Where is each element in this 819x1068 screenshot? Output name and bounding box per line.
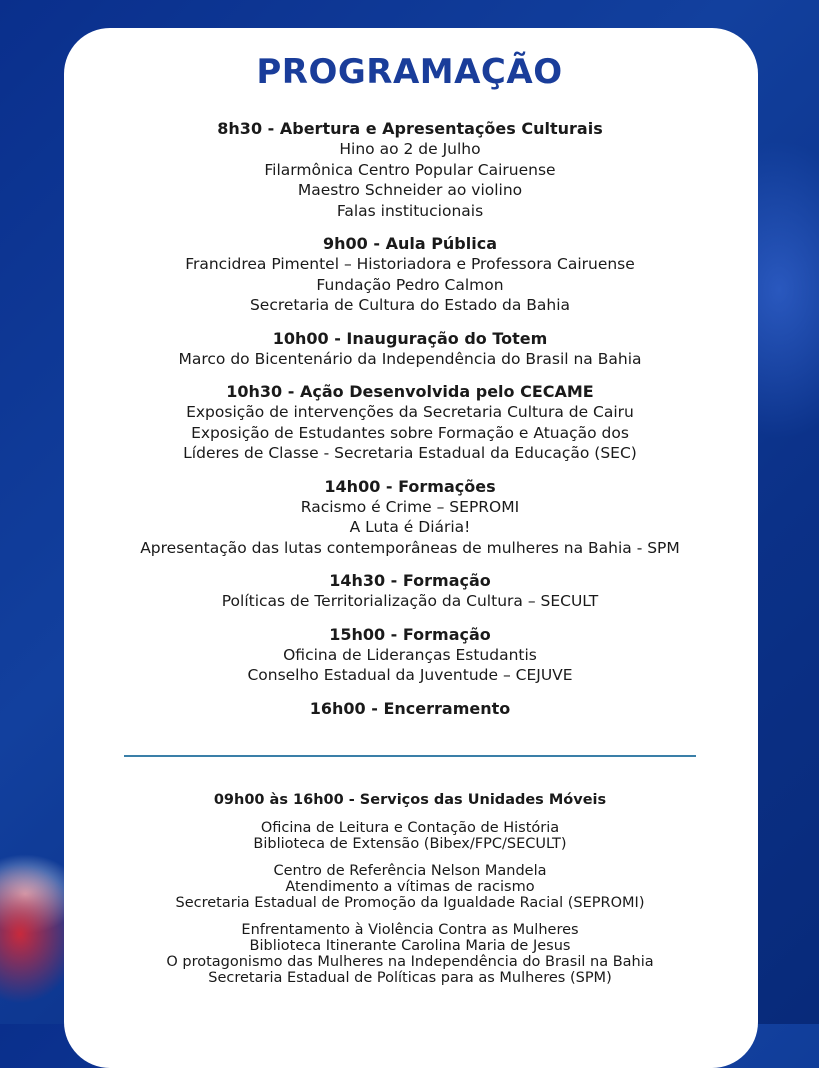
- schedule-separator: -: [367, 234, 386, 253]
- page-title: PROGRAMAÇÃO: [256, 52, 563, 92]
- service-line: Secretaria Estadual de Promoção da Igualdade Racial (SEPROMI): [175, 895, 645, 911]
- schedule-separator: -: [385, 624, 403, 644]
- schedule-item-heading: [80, 698, 740, 719]
- services-heading: 09h00 às 16h00 - Serviços das Unidades Móveis: [213, 792, 607, 808]
- schedule-item: [80, 570, 740, 612]
- schedule-detail-line: Oficina de Lideranças Estudantis: [283, 645, 537, 664]
- service-line: Enfrentamento à Violência Contra as Mulheres: [241, 922, 579, 938]
- service-group: [80, 922, 740, 986]
- services-section: [80, 790, 740, 997]
- schedule-time: 16h00: [309, 698, 366, 718]
- schedule-separator: -: [380, 476, 399, 496]
- schedule-item: [80, 328, 740, 370]
- service-line: Centro de Referência Nelson Mandela: [273, 863, 547, 879]
- schedule-item-heading: [80, 570, 740, 591]
- schedule-label: Ação Desenvolvida pelo CECAME: [299, 382, 594, 401]
- schedule-item-heading: [80, 328, 740, 349]
- service-line: Oficina de Leitura e Contação de História: [260, 820, 560, 836]
- schedule-item-heading: [80, 381, 740, 402]
- schedule-separator: -: [262, 119, 280, 138]
- schedule-detail-line: A Luta é Diária!: [349, 518, 471, 536]
- schedule-detail-line: Filarmônica Centro Popular Cairuense: [264, 160, 556, 179]
- service-group: [80, 820, 740, 852]
- schedule-detail-line: Racismo é Crime – SEPROMI: [300, 497, 520, 516]
- schedule-detail-line: Líderes de Classe - Secretaria Estadual da Educação (SEC): [183, 444, 637, 462]
- schedule-detail-line: Políticas de Territorialização da Cultura – SECULT: [221, 592, 599, 610]
- section-divider: [124, 755, 696, 757]
- schedule-separator: -: [328, 328, 347, 348]
- schedule-time: 14h30: [329, 571, 386, 590]
- schedule-item: [80, 381, 740, 464]
- schedule-detail-line: Maestro Schneider ao violino: [297, 181, 523, 199]
- schedule-time: 9h00: [322, 234, 368, 253]
- schedule-label: Encerramento: [383, 698, 511, 718]
- schedule-separator: -: [282, 382, 300, 401]
- schedule-item: [80, 476, 740, 559]
- schedule-item-heading: [80, 624, 740, 645]
- services-groups: [80, 820, 740, 986]
- schedule-detail-line: Exposição de Estudantes sobre Formação e Atuação dos: [191, 423, 629, 442]
- schedule-detail-line: Secretaria de Cultura do Estado da Bahia: [249, 296, 571, 314]
- schedule-detail-line: Conselho Estadual da Juventude – CEJUVE: [247, 666, 573, 684]
- schedule-time: 10h30: [226, 382, 283, 401]
- schedule-label: Aula Pública: [385, 234, 498, 253]
- service-line: Secretaria Estadual de Políticas para as Mulheres (SPM): [208, 970, 612, 986]
- schedule-detail-line: Francidrea Pimentel – Historiadora e Professora Cairuense: [185, 255, 635, 273]
- schedule-label: Inauguração do Totem: [346, 328, 548, 348]
- service-line: Atendimento a vítimas de racismo: [285, 879, 535, 895]
- service-line: Biblioteca Itinerante Carolina Maria de Jesus: [249, 938, 571, 954]
- schedule-time: 14h00: [324, 476, 381, 496]
- schedule-detail-line: Fundação Pedro Calmon: [316, 275, 504, 294]
- schedule-time: 10h00: [272, 328, 329, 348]
- schedule-time: 15h00: [329, 624, 386, 644]
- schedule-detail-line: Marco do Bicentenário da Independência do Brasil na Bahia: [178, 349, 642, 368]
- schedule-detail-line: Falas institucionais: [336, 201, 484, 220]
- schedule-separator: -: [385, 571, 403, 590]
- schedule-label: Formações: [398, 476, 496, 496]
- schedule-label: Formação: [402, 571, 491, 590]
- service-line: O protagonismo das Mulheres na Independência do Brasil na Bahia: [166, 954, 654, 970]
- schedule-detail-line: Apresentação das lutas contemporâneas de mulheres na Bahia - SPM: [140, 538, 680, 557]
- schedule-item-heading: [80, 233, 740, 254]
- schedule-detail-line: Hino ao 2 de Julho: [339, 140, 481, 158]
- schedule-item-heading: [80, 476, 740, 497]
- service-line: Biblioteca de Extensão (Bibex/FPC/SECULT): [253, 836, 567, 852]
- schedule-item: [80, 624, 740, 686]
- schedule-item: [80, 118, 740, 221]
- schedule-label: Abertura e Apresentações Culturais: [279, 119, 603, 138]
- schedule-time: 8h30: [217, 119, 263, 138]
- service-group: [80, 863, 740, 911]
- schedule-item-heading: [80, 118, 740, 139]
- schedule-item: [80, 233, 740, 316]
- schedule-separator: -: [365, 698, 384, 718]
- schedule-item: [80, 698, 740, 719]
- schedule-detail-line: Exposição de intervenções da Secretaria Cultura de Cairu: [186, 403, 634, 421]
- schedule-label: Formação: [402, 624, 491, 644]
- schedule-list: [80, 118, 740, 731]
